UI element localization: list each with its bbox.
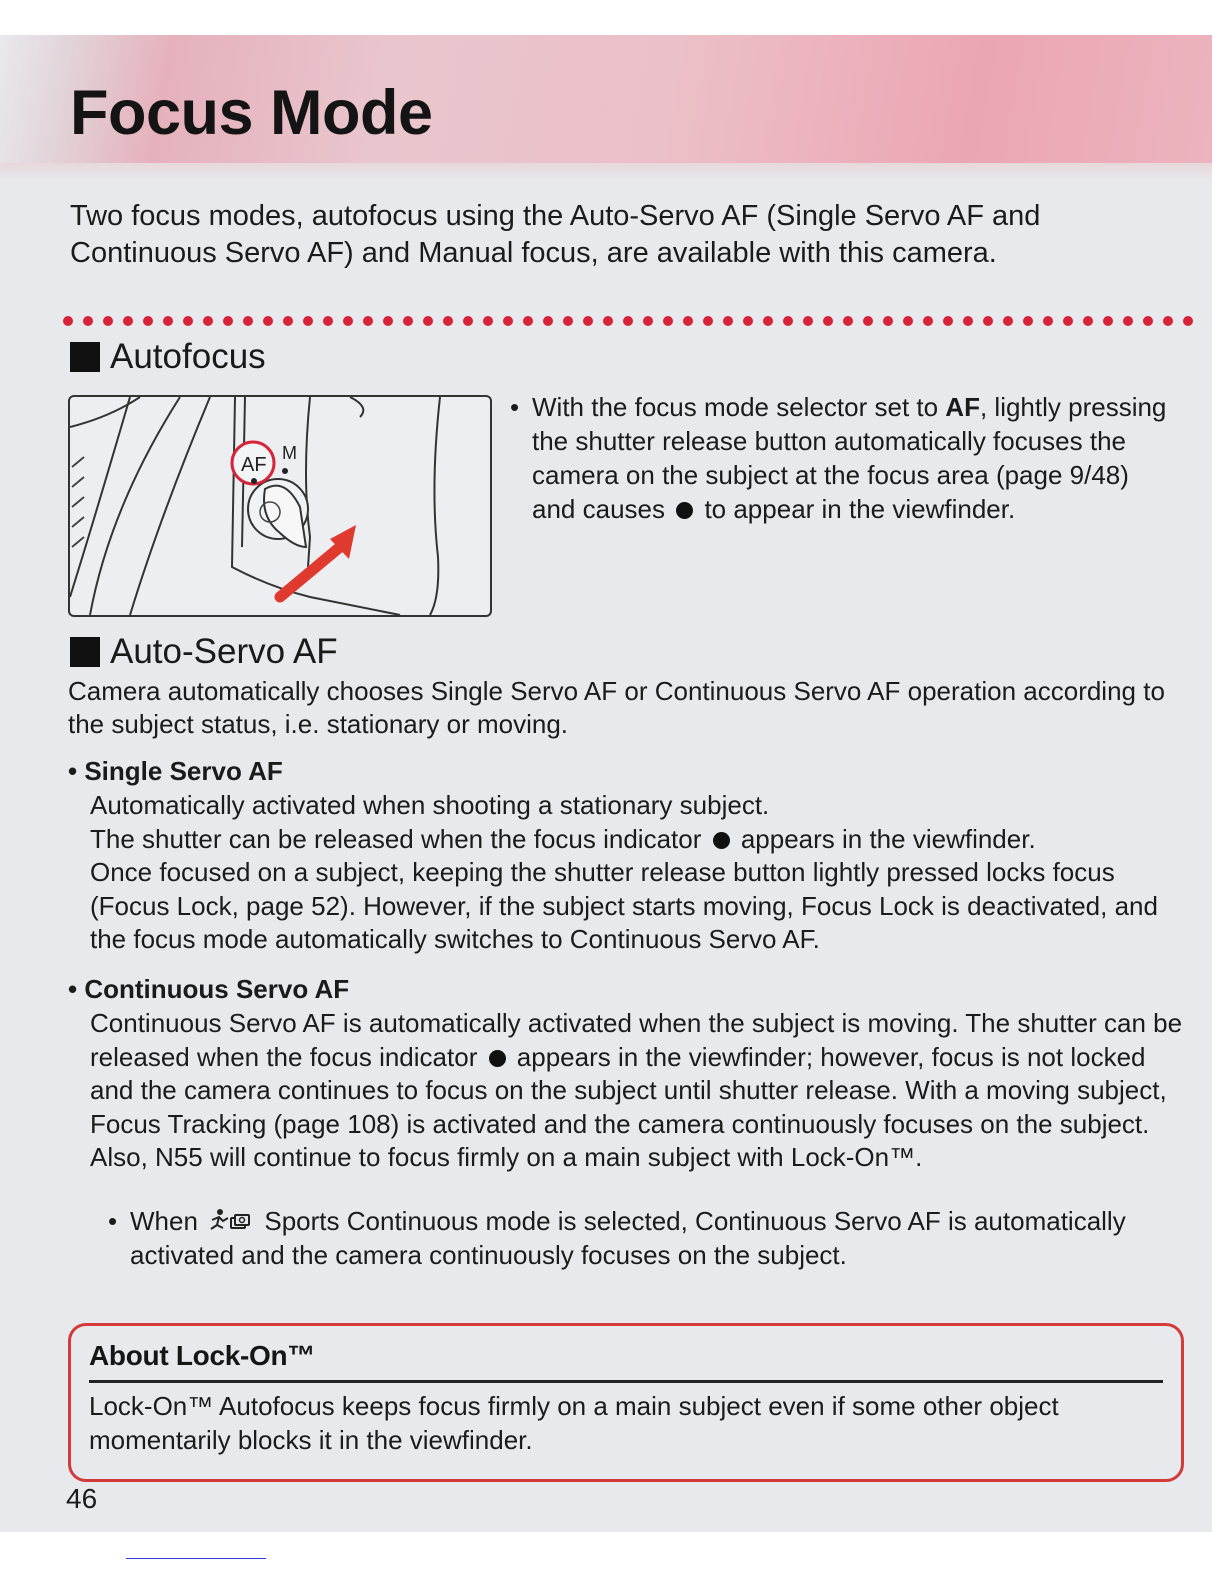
focus-selector-illustration [68,395,492,617]
divider-dot [1063,316,1073,326]
divider-dot [243,316,253,326]
divider-dot [1143,316,1153,326]
divider-dot [63,316,73,326]
m-label: M [282,443,297,463]
box-divider [89,1380,1163,1383]
divider-dot [223,316,233,326]
divider-dot [1103,316,1113,326]
autofocus-text-mid: , lightly pressing the shutter release button automatically focuses the camera on the subject at the focus area (page 9/48) and causes [532,392,1167,524]
autofocus-bullet: • With the focus mode selector set to AF, lightly pressing the shutter release button automatically focuses the camera on the subject at the focus area (page 9/48) and causes to appear in the viewfinder. [510,392,1167,524]
divider-dot [543,316,553,326]
auto-servo-heading-text: Auto-Servo AF [110,632,338,671]
dotted-divider [63,313,1193,329]
divider-dot [563,316,573,326]
divider-dot [1123,316,1133,326]
auto-servo-heading [70,632,338,672]
manual-page [0,35,1212,1532]
divider-dot [83,316,93,326]
divider-dot [1083,316,1093,326]
divider-dot [1163,316,1173,326]
divider-dot [123,316,133,326]
divider-dot [963,316,973,326]
divider-dot [183,316,193,326]
autofocus-text-pre: With the focus mode selector set to [532,392,946,422]
divider-dot [323,316,333,326]
divider-dot [443,316,453,326]
divider-dot [583,316,593,326]
divider-dot [423,316,433,326]
single-servo-line2-pre: The shutter can be released when the focus indicator [90,823,709,854]
divider-dot [863,316,873,326]
square-bullet-icon [70,637,100,667]
divider-dot [823,316,833,326]
continuous-body-post: appears in the viewfinder; however, focus is not locked and the camera continues to focus on the subject until shutter release. With a moving subject, Focus Tracking (page 108) is activated and the camera continuously focuses on the subject. Also, N55 will continue to focus firmly on a main subject with Lock-On™. [90,1041,1167,1172]
sports-continuous-icon [209,1208,253,1232]
focus-indicator-icon [713,832,730,849]
autofocus-heading [70,337,266,377]
focus-indicator-icon [489,1050,506,1067]
divider-dot [763,316,773,326]
divider-dot [103,316,113,326]
lock-on-info-box [68,1323,1184,1482]
rotate-arrow-icon [280,547,340,597]
page-title: Focus Mode [70,78,433,148]
single-servo-line3: Once focused on a subject, keeping the shutter release button lightly pressed locks focus (Focus Lock, page 52). However, if the subject starts moving, Focus Lock is deactivated, and the focus mode automatically switches to Continuous Servo AF. [90,857,1158,954]
divider-dot [383,316,393,326]
banner-fade [0,163,1212,181]
divider-dot [743,316,753,326]
divider-dot [663,316,673,326]
divider-dot [343,316,353,326]
single-servo-line1: Automatically activated when shooting a stationary subject. [90,790,770,820]
auto-servo-description: Camera automatically chooses Single Servo AF or Continuous Servo AF operation according to the subject status, i.e. stationary or moving. [68,676,1165,739]
sports-note-pre: When [130,1206,206,1236]
divider-dot [883,316,893,326]
single-servo-line2 [90,823,1190,857]
divider-dot [503,316,513,326]
lock-on-body: Lock-On™ Autofocus keeps focus firmly on a main subject even if some other object momentarily blocks it in the viewfinder. [89,1391,1059,1455]
single-servo-title-text: Single Servo AF [84,756,283,786]
sports-note-post: Sports Continuous mode is selected, Continuous Servo AF is automatically activated and the camera continuously focuses on the subject. [130,1206,1126,1270]
continuous-body-pre: Continuous Servo AF is automatically activated when the subject is moving. The shutter can be released when the focus indicator [90,1008,1183,1072]
divider-dot [983,316,993,326]
divider-dot [903,316,913,326]
divider-dot [263,316,273,326]
divider-dot [603,316,613,326]
square-bullet-icon [70,342,100,372]
divider-dot [303,316,313,326]
divider-dot [643,316,653,326]
lock-on-title: About Lock-On™ [89,1340,315,1371]
divider-dot [1043,316,1053,326]
divider-dot [463,316,473,326]
continuous-servo-title-text: Continuous Servo AF [84,974,350,1004]
divider-dot [163,316,173,326]
autofocus-heading-text: Autofocus [110,337,266,376]
intro-paragraph: Two focus modes, autofocus using the Auto-Servo AF (Single Servo AF and Continuous Servo AF) and Manual focus, are available with this camera. [70,200,1041,269]
divider-dot [803,316,813,326]
divider-dot [723,316,733,326]
af-label: AF [241,454,267,476]
bottom-link-underline [126,1558,266,1559]
divider-dot [1183,316,1193,326]
sports-mode-note: • When Sports Continuous mode is selected, Continuous Servo AF is automatically activated and the camera continuously focuses on the subject. [108,1206,1126,1270]
continuous-servo-body [90,1007,1190,1175]
af-setting-text: AF [945,392,980,422]
single-servo-line2-post: appears in the viewfinder. [733,823,1036,854]
continuous-servo-title: • Continuous Servo AF [68,974,350,1004]
focus-indicator-icon [676,502,693,519]
page-number: 46 [66,1483,98,1514]
divider-dot [943,316,953,326]
divider-dot [483,316,493,326]
divider-dot [1023,316,1033,326]
divider-dot [843,316,853,326]
autofocus-text-post: to appear in the viewfinder. [697,494,1016,524]
divider-dot [1003,316,1013,326]
divider-dot [203,316,213,326]
divider-dot [703,316,713,326]
divider-dot [683,316,693,326]
divider-dot [523,316,533,326]
single-servo-title: • Single Servo AF [68,756,283,786]
single-servo-body [90,789,1190,957]
divider-dot [403,316,413,326]
divider-dot [143,316,153,326]
divider-dot [783,316,793,326]
divider-dot [623,316,633,326]
divider-dot [363,316,373,326]
divider-dot [283,316,293,326]
divider-dot [923,316,933,326]
